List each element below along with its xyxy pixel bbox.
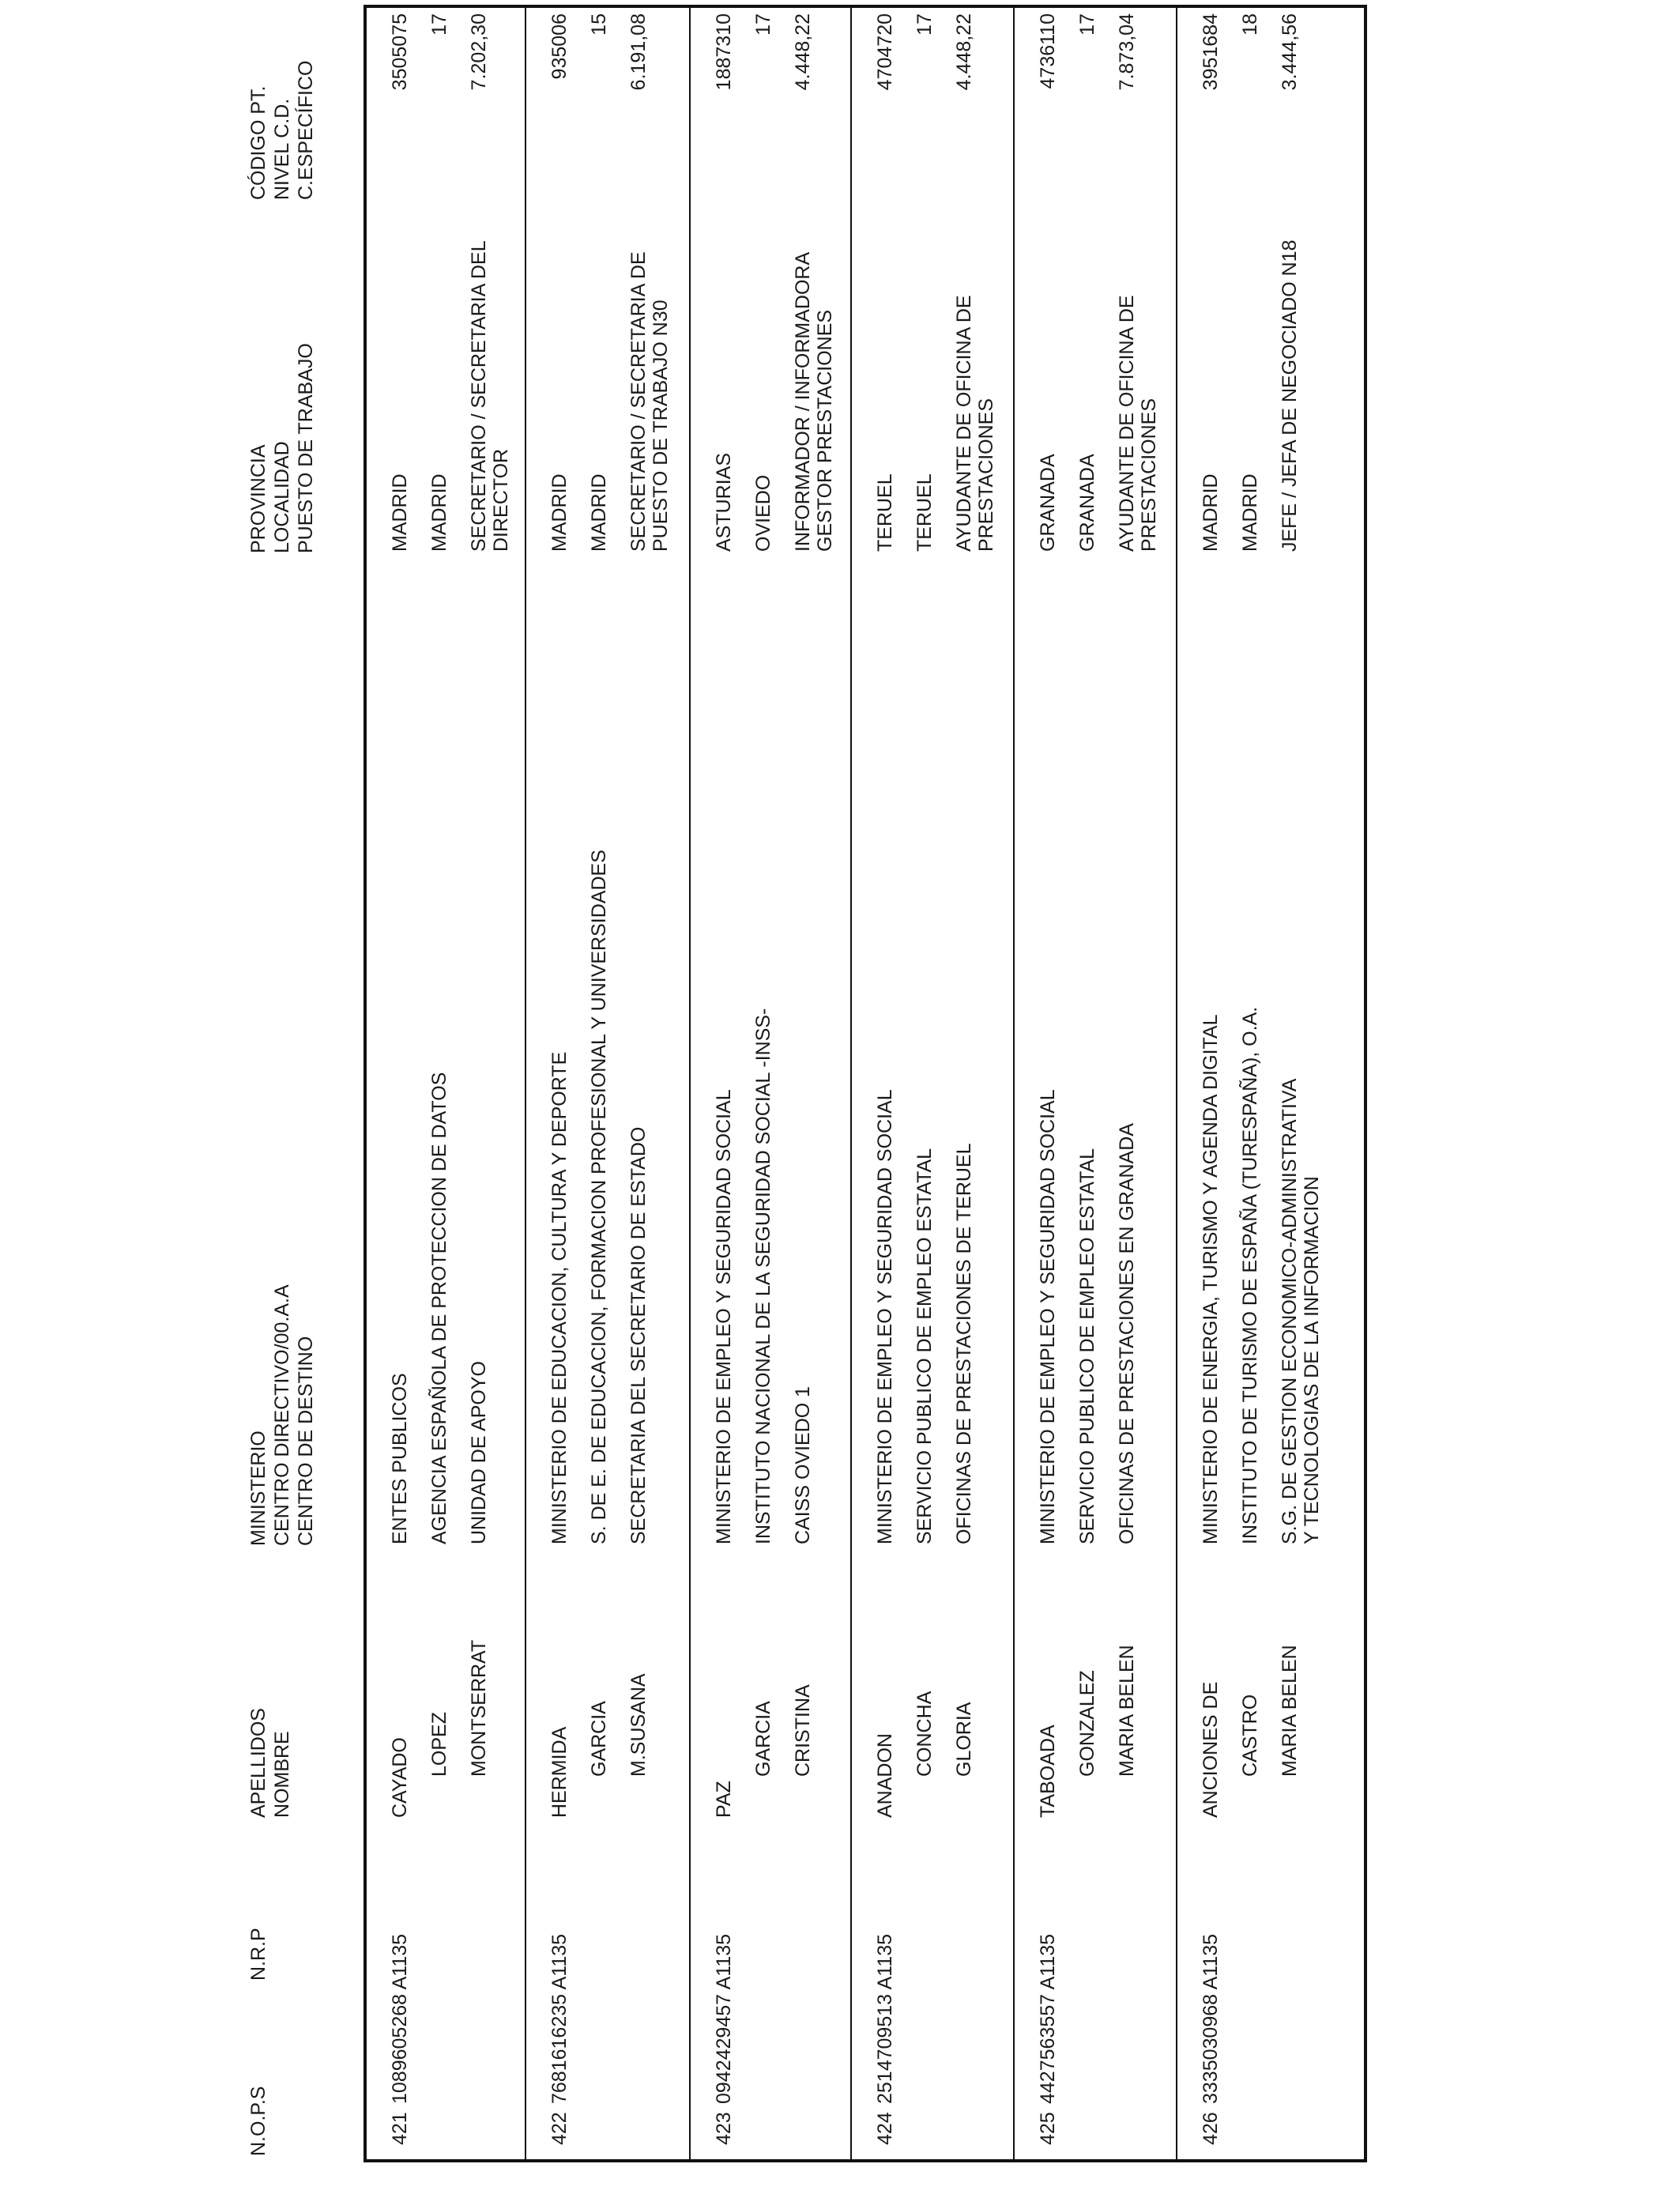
ministerio-value: MINISTERIO DE EMPLEO Y SEGURIDAD SOCIAL <box>874 1089 896 1544</box>
nivel-value: 17 <box>752 13 774 36</box>
nops-number: 426 <box>1200 2112 1222 2145</box>
centro-destino-value: SECRETARIA DEL SECRETARIO DE ESTADO <box>627 1126 650 1544</box>
codigo-value: 935006 <box>548 13 571 80</box>
header-nops: N.O.P.S <box>247 2086 269 2156</box>
nrp-value: 4427563557 A1135 <box>1037 1933 1059 2104</box>
first-surname: PAZ <box>713 1781 735 1818</box>
nops-number: 423 <box>713 2112 735 2145</box>
given-name: MARIA BELEN <box>1116 1645 1138 1777</box>
provincia-value: TERUEL <box>874 473 896 552</box>
codigo-value: 4736110 <box>1037 13 1059 89</box>
provincia-value: MADRID <box>389 473 411 552</box>
table-row <box>1177 8 1364 2159</box>
centro-destino-value: OFICINAS DE PRESTACIONES EN GRANADA <box>1116 1123 1138 1544</box>
second-surname: LOPEZ <box>428 1712 450 1777</box>
table-row <box>1015 8 1177 2159</box>
localidad-value: OVIEDO <box>752 474 774 552</box>
ministerio-value: MINISTERIO DE EDUCACION, CULTURA Y DEPORTE <box>548 1051 571 1544</box>
especifico-value: 3.444,56 <box>1279 13 1301 91</box>
especifico-value: 4.448,22 <box>792 13 814 91</box>
nops-number: 425 <box>1037 2112 1059 2145</box>
centro-directivo-value: AGENCIA ESPAÑOLA DE PROTECCION DE DATOS <box>428 1072 450 1544</box>
nivel-value: 17 <box>1076 13 1098 36</box>
given-name: GLORIA <box>953 1702 975 1777</box>
nops-number: 424 <box>874 2112 896 2145</box>
provincia-value: MADRID <box>1200 473 1222 552</box>
centro-directivo-value: INSTITUTO NACIONAL DE LA SEGURIDAD SOCIAL -INSS- <box>752 1008 774 1544</box>
centro-destino-value: OFICINAS DE PRESTACIONES DE TERUEL <box>953 1143 975 1544</box>
given-name: MARIA BELEN <box>1279 1645 1301 1777</box>
ministerio-value: MINISTERIO DE EMPLEO Y SEGURIDAD SOCIAL <box>713 1089 735 1544</box>
centro-directivo-value: SERVICIO PUBLICO DE EMPLEO ESTATAL <box>1076 1148 1098 1544</box>
provincia-value: MADRID <box>548 473 571 552</box>
header-provincia-puesto: PROVINCIA LOCALIDAD PUESTO DE TRABAJO <box>247 343 317 553</box>
codigo-value: 1887310 <box>713 13 735 91</box>
nops-number: 421 <box>389 2112 411 2145</box>
puesto-value: JEFE / JEFA DE NEGOCIADO N18 <box>1279 239 1301 552</box>
centro-directivo-value: INSTITUTO DE TURISMO DE ESPAÑA (TURESPAÑA), O.A. <box>1239 1006 1261 1544</box>
first-surname: HERMIDA <box>548 1726 571 1818</box>
centro-destino-value: CAISS OVIEDO 1 <box>792 1385 814 1544</box>
codigo-value: 3951684 <box>1200 13 1222 91</box>
nops-number: 422 <box>548 2112 571 2145</box>
header-codigo-nivel-especifico: CÓDIGO PT. NIVEL C.D. C.ESPECÍFICO <box>247 60 317 200</box>
provincia-value: ASTURIAS <box>713 452 735 552</box>
ministerio-value: MINISTERIO DE EMPLEO Y SEGURIDAD SOCIAL <box>1037 1089 1059 1544</box>
table-row <box>691 8 852 2159</box>
nivel-value: 15 <box>588 13 610 36</box>
second-surname: GONZALEZ <box>1076 1670 1098 1777</box>
centro-destino-value: S.G. DE GESTION ECONOMICO-ADMINISTRATIVA Y TECNOLOGIAS DE LA INFORMACION <box>1279 1079 1323 1544</box>
table-row <box>526 8 691 2159</box>
codigo-value: 3505075 <box>389 13 411 91</box>
especifico-value: 6.191,08 <box>627 13 650 91</box>
puesto-value: SECRETARIO / SECRETARIA DEL DIRECTOR <box>468 241 512 552</box>
provincia-value: GRANADA <box>1037 454 1059 552</box>
puesto-value: SECRETARIO / SECRETARIA DE PUESTO DE TRABAJO N30 <box>627 251 672 552</box>
table-row <box>852 8 1015 2159</box>
given-name: MONTSERRAT <box>468 1639 490 1777</box>
localidad-value: MADRID <box>1239 473 1261 552</box>
especifico-value: 4.448,22 <box>953 13 975 91</box>
nrp-value: 1089605268 A1135 <box>389 1933 411 2104</box>
ministerio-value: MINISTERIO DE ENERGIA, TURISMO Y AGENDA DIGITAL <box>1200 1014 1222 1544</box>
first-surname: CAYADO <box>389 1737 411 1818</box>
given-name: M.SUSANA <box>627 1673 650 1777</box>
nrp-value: 7681616235 A1135 <box>548 1933 571 2104</box>
especifico-value: 7.202,30 <box>468 13 490 91</box>
nivel-value: 17 <box>913 13 936 36</box>
nrp-value: 3335030968 A1135 <box>1200 1933 1222 2104</box>
nivel-value: 17 <box>428 13 450 36</box>
second-surname: CASTRO <box>1239 1694 1261 1777</box>
table-row <box>367 8 526 2159</box>
first-surname: TABOADA <box>1037 1725 1059 1818</box>
header-nrp: N.R.P <box>247 1928 269 1981</box>
puesto-value: INFORMADOR / INFORMADORA GESTOR PRESTACIONES <box>792 253 836 552</box>
especifico-value: 7.873,04 <box>1116 13 1138 91</box>
header-apellidos-nombre: APELLIDOS NOMBRE <box>247 1708 293 1818</box>
first-surname: ANCIONES DE <box>1200 1681 1222 1818</box>
localidad-value: GRANADA <box>1076 454 1098 552</box>
centro-destino-value: UNIDAD DE APOYO <box>468 1361 490 1544</box>
centro-directivo-value: SERVICIO PUBLICO DE EMPLEO ESTATAL <box>913 1148 936 1544</box>
ministerio-value: ENTES PUBLICOS <box>389 1373 411 1544</box>
first-surname: ANADON <box>874 1733 896 1818</box>
localidad-value: MADRID <box>588 473 610 552</box>
records-table <box>363 5 1367 2162</box>
second-surname: GARCIA <box>588 1701 610 1777</box>
localidad-value: TERUEL <box>913 473 936 552</box>
nrp-value: 2514709513 A1135 <box>874 1933 896 2104</box>
second-surname: GARCIA <box>752 1701 774 1777</box>
centro-directivo-value: S. DE E. DE EDUCACION, FORMACION PROFESIONAL Y UNIVERSIDADES <box>588 850 610 1544</box>
localidad-value: MADRID <box>428 473 450 552</box>
nivel-value: 18 <box>1239 13 1261 36</box>
codigo-value: 4704720 <box>874 13 896 91</box>
header-ministerio-centro: MINISTERIO CENTRO DIRECTIVO/00.A.A CENTRO DE DESTINO <box>247 1284 317 1546</box>
puesto-value: AYUDANTE DE OFICINA DE PRESTACIONES <box>953 295 997 552</box>
nrp-value: 0942429457 A1135 <box>713 1933 735 2104</box>
second-surname: CONCHA <box>913 1691 936 1777</box>
given-name: CRISTINA <box>792 1684 814 1777</box>
puesto-value: AYUDANTE DE OFICINA DE PRESTACIONES <box>1116 295 1160 552</box>
